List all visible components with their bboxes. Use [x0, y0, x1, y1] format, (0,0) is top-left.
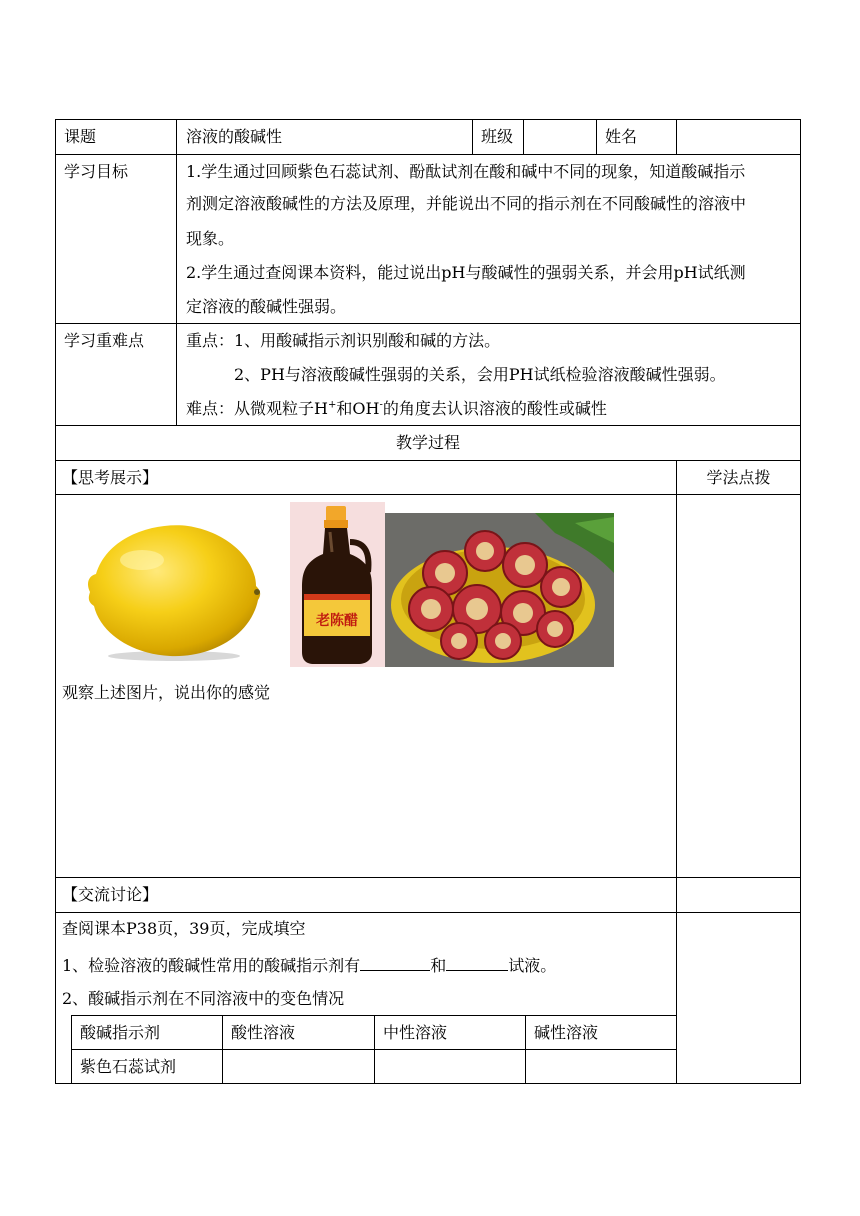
blank-indicator-1[interactable]: [360, 954, 430, 971]
question-2: 2、酸碱指示剂在不同溶液中的变色情况: [62, 989, 345, 1008]
table-header-cell: 酸性溶液: [231, 1023, 296, 1042]
question-1-prefix: 1、检验溶液的酸碱性常用的酸碱指示剂有: [62, 956, 361, 975]
difficulty-prefix: 难点：从微观粒子H: [186, 399, 328, 418]
table-header-cell: 酸碱指示剂: [80, 1023, 161, 1042]
table-row-label: 紫色石蕊试剂: [80, 1057, 177, 1076]
objectives-line: 剂测定溶液酸碱性的方法及原理，并能说出不同的指示剂在不同酸碱性的溶液中: [186, 194, 747, 213]
rule: [55, 425, 801, 426]
rule: [596, 119, 597, 154]
key-point-line: 重点：1、用酸碱指示剂识别酸和碱的方法。: [186, 331, 501, 350]
lemon-image: [78, 520, 264, 662]
difficulty-line: [186, 398, 607, 420]
objectives-line: 现象。: [186, 229, 235, 248]
table-header-cell: 中性溶液: [383, 1023, 448, 1042]
rule: [800, 119, 801, 1084]
difficulty-suffix: 的角度去认识溶液的酸性或碱性: [382, 399, 607, 418]
hawthorn-slices-image: [385, 513, 614, 667]
key-points-label: 学习重难点: [64, 331, 145, 350]
table-cell-neutral[interactable]: [375, 1050, 524, 1083]
vinegar-label: 老陈醋: [316, 613, 358, 629]
class-label: 班级: [481, 127, 514, 146]
rule: [55, 460, 801, 461]
superscript-plus: +: [327, 399, 337, 411]
objectives-line: 1.学生通过回顾紫色石蕊试剂、酚酞试剂在酸和碱中不同的现象，知道酸碱指示: [186, 162, 746, 181]
topic-label: 课题: [64, 127, 97, 146]
section-think-label: 【思考展示】: [62, 468, 159, 487]
rule: [55, 154, 801, 155]
rule: [55, 877, 801, 878]
class-field[interactable]: [524, 120, 596, 154]
observe-prompt: 观察上述图片，说出你的感觉: [62, 683, 271, 702]
rule: [71, 1015, 72, 1084]
question-1-and: 和: [430, 956, 447, 975]
name-field[interactable]: [677, 120, 800, 154]
question-1-suffix: 试液。: [508, 956, 557, 975]
process-title: 教学过程: [395, 433, 460, 452]
name-label: 姓名: [605, 127, 638, 146]
rule: [55, 912, 801, 913]
side-notes-area[interactable]: [677, 495, 800, 877]
section-discuss-label: 【交流讨论】: [62, 885, 159, 904]
table-header-cell: 碱性溶液: [534, 1023, 599, 1042]
topic-value: 溶液的酸碱性: [186, 127, 283, 146]
superscript-minus: -: [379, 399, 383, 411]
read-prompt: 查阅课本P38页，39页，完成填空: [62, 919, 306, 938]
objectives-label: 学习目标: [64, 162, 129, 181]
table-cell-base[interactable]: [526, 1050, 676, 1083]
blank-indicator-2[interactable]: [446, 954, 508, 971]
rule: [55, 1083, 801, 1084]
key-point-line: 2、PH与溶液酸碱性强弱的关系，会用PH试纸检验溶液酸碱性强弱。: [234, 365, 726, 384]
objectives-line: 定溶液的酸碱性强弱。: [186, 297, 347, 316]
vinegar-bottle-image: [290, 502, 385, 667]
difficulty-mid: 和OH: [336, 399, 380, 418]
table-cell-acid[interactable]: [223, 1050, 373, 1083]
rule: [472, 119, 473, 154]
rule: [55, 323, 801, 324]
side-notes-label: 学法点拨: [706, 468, 771, 487]
response-area[interactable]: [56, 710, 675, 876]
rule: [176, 119, 177, 425]
objectives-line: 2.学生通过查阅课本资料，能过说出pH与酸碱性的强弱关系，并会用pH试纸测: [186, 263, 746, 282]
question-1: [62, 954, 556, 977]
rule: [55, 119, 56, 1084]
